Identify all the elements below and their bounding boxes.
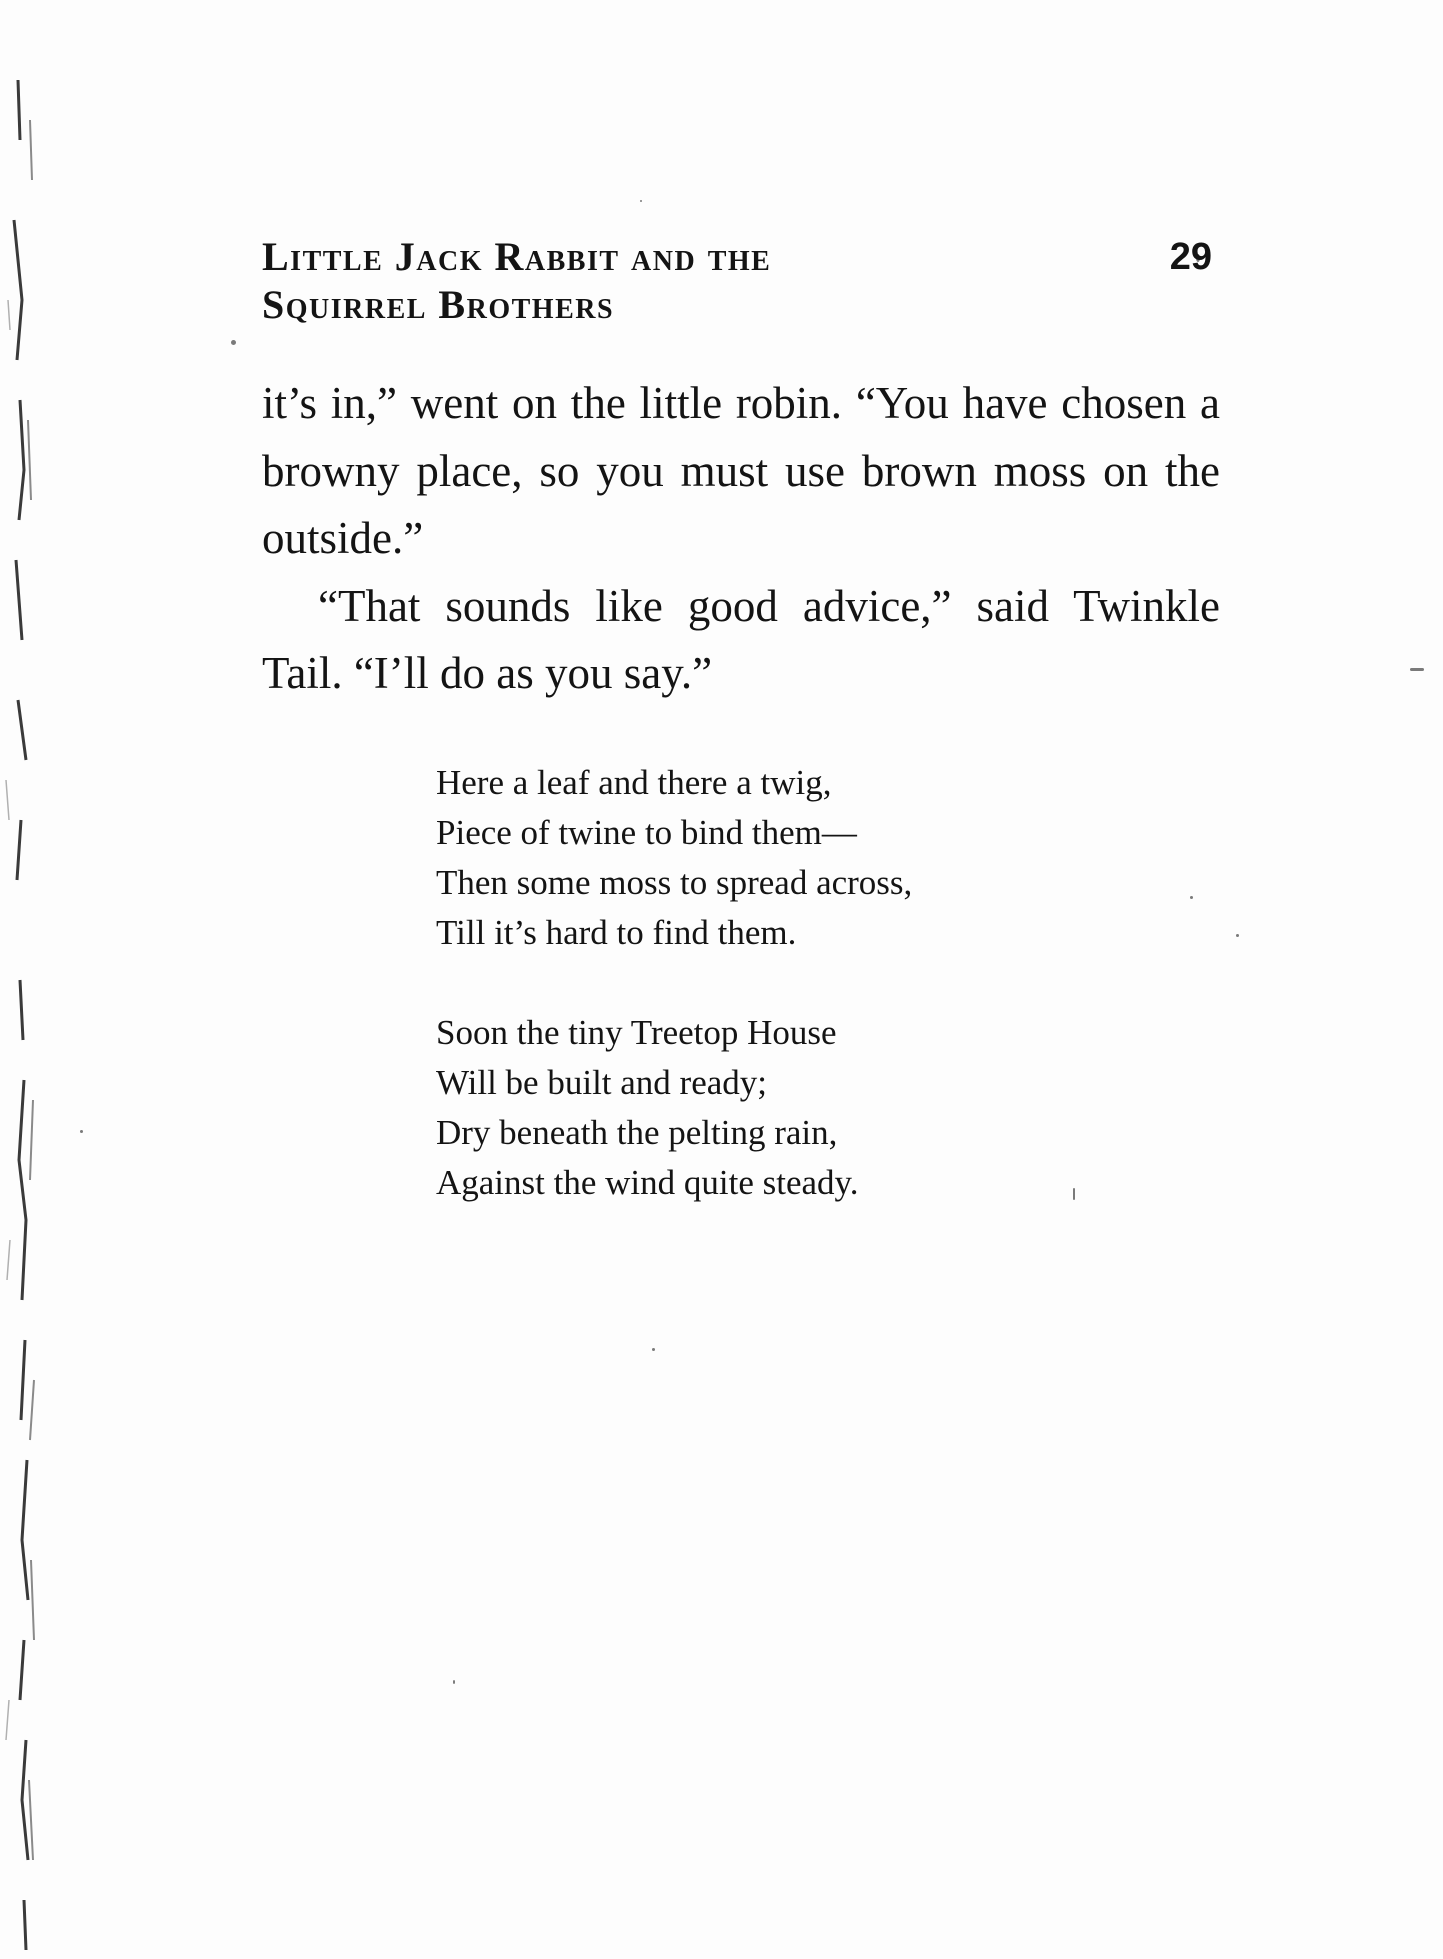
speck [231, 340, 236, 345]
speck [1410, 668, 1424, 671]
speck [652, 1348, 655, 1351]
running-title [262, 233, 1022, 329]
running-title-line-1: Little Jack Rabbit and the [262, 234, 772, 279]
poem-line: Then some moss to spread across, [436, 863, 913, 902]
speck [1236, 934, 1239, 937]
binding-edge-shadow [0, 0, 46, 1959]
poem-stanza-1 [436, 758, 1076, 958]
poem-line: Dry beneath the pelting rain, [436, 1113, 838, 1152]
paragraph: “That sounds like good advice,” said Twinkle Tail. “I’ll do as you say.” [262, 580, 1220, 698]
speck [80, 1130, 83, 1133]
poem-stanza-2 [436, 1008, 1076, 1208]
poem-line: Piece of twine to bind them— [436, 813, 857, 852]
poem-line: Will be built and ready; [436, 1063, 767, 1102]
poem-line: Till it’s hard to find them. [436, 913, 797, 952]
paragraph: it’s in,” went on the little robin. “You have chosen a browny place, so you must use brown moss on the outside.” [262, 378, 1220, 563]
poem-line: Here a leaf and there a twig, [436, 763, 832, 802]
running-head [262, 233, 1252, 343]
speck [453, 1680, 455, 1684]
speck [1190, 896, 1193, 899]
prose-body [262, 370, 1220, 708]
running-title-line-2: Squirrel Brothers [262, 282, 615, 327]
page-number: 29 [1169, 236, 1212, 278]
speck [640, 200, 642, 202]
poem-line: Soon the tiny Treetop House [436, 1013, 837, 1052]
poem-line: Against the wind quite steady. [436, 1163, 859, 1202]
